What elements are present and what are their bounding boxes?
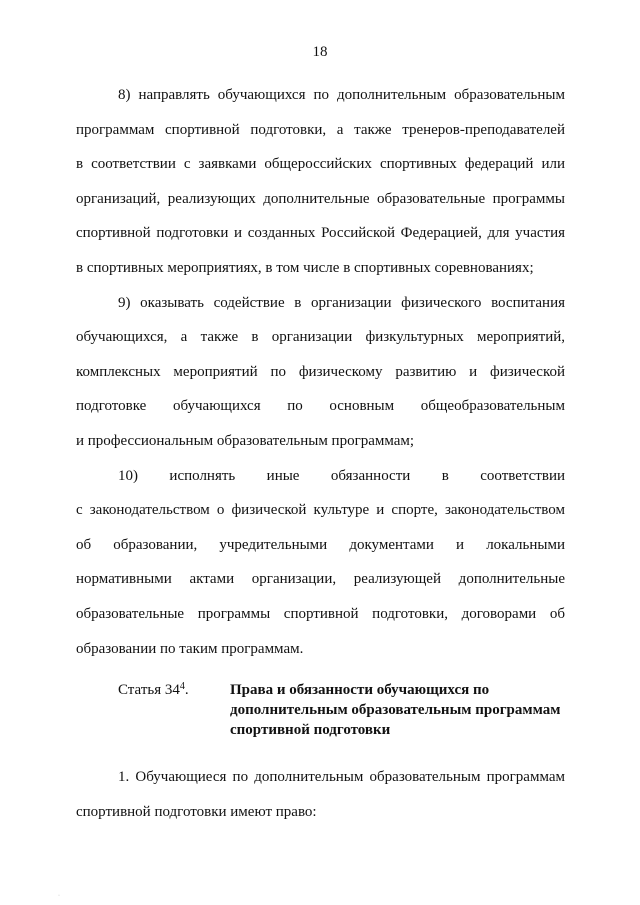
text-line: спортивной подготовки и созданных Российской Федерацией, для участия [76, 225, 565, 242]
text-line: организаций, реализующих дополнительные образовательные программы [76, 190, 565, 207]
text-line: с законодательством о физической культуре и спорте, законодательством [76, 502, 565, 519]
page-number: 18 [312, 44, 328, 60]
text-line: в соответствии с заявками общероссийских спортивных федераций или [76, 156, 565, 173]
text-line: программам спортивной подготовки, а также тренеров-преподавателей [76, 121, 565, 138]
paragraph-item-8 [76, 78, 565, 286]
paragraph-item-9 [76, 286, 565, 459]
text-line: и профессиональным образовательным программам; [76, 432, 415, 449]
article-title-line: дополнительным образовательным программам [230, 702, 561, 719]
text-line: в спортивных мероприятиях, в том числе в спортивных соревнованиях; [76, 259, 534, 276]
text-line: нормативными актами организации, реализующей дополнительные [76, 571, 565, 588]
paragraph-item-10 [76, 459, 565, 667]
text-line: 9) оказывать содействие в организации физического воспитания [118, 294, 565, 311]
article-label-superscript: 4 [179, 681, 185, 693]
text-line: 10) исполнять иные обязанности в соответствии [118, 467, 565, 484]
text-line: образовательные программы спортивной подготовки, договорами об [76, 605, 565, 622]
article-label [118, 680, 189, 700]
text-line: комплексных мероприятий по физическому развитию и физической [76, 363, 565, 380]
text-line: спортивной подготовки имеют право: [76, 803, 317, 820]
text-line: 8) направлять обучающихся по дополнительным образовательным [118, 87, 565, 103]
article-title-line: спортивной подготовки [230, 722, 391, 739]
document-body [76, 78, 565, 829]
article-title-line: Права и обязанности обучающихся по [230, 682, 490, 699]
article-title [230, 680, 570, 740]
text-line: об образовании, учредительными документами и локальными [76, 536, 565, 553]
scan-mark: · [58, 893, 60, 899]
text-line: обучающихся, а также в организации физкультурных мероприятий, [76, 329, 565, 346]
article-heading [76, 680, 565, 750]
article-label-text: Статья 34 [118, 682, 180, 699]
text-line: 1. Обучающиеся по дополнительным образовательным программам [118, 769, 565, 786]
article-paragraph-1 [76, 760, 565, 829]
article-label-suffix: . [184, 682, 189, 699]
text-line: подготовке обучающихся по основным общеобразовательным [76, 398, 565, 415]
text-line: образовании по таким программам. [76, 640, 304, 657]
